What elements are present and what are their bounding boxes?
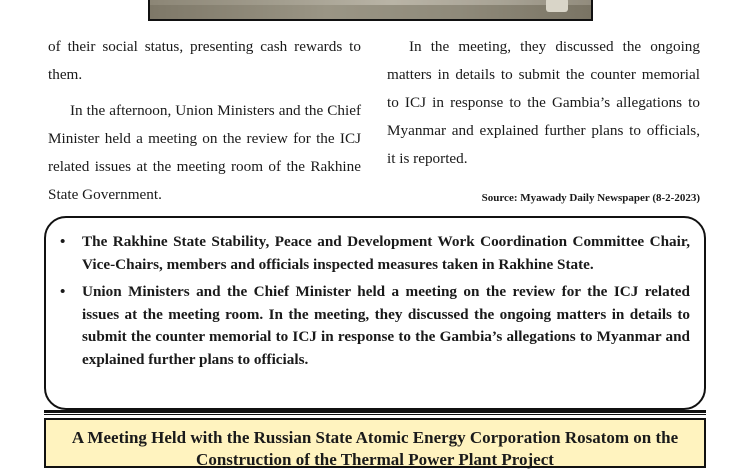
source-citation: Source: Myawady Daily Newspaper (8-2-2023) [481, 192, 700, 204]
article-photo [148, 0, 593, 21]
next-article-headline: A Meeting Held with the Russian State Atomic Energy Corporation Rosatom on the Construction of the Thermal Power Plant Project [44, 418, 706, 468]
left-column-paragraph: In the afternoon, Union Ministers and the Chief Minister held a meeting on the review for the ICJ related issues at the meeting room of the Rakhine State Government. [48, 102, 361, 203]
bullet-icon: • [60, 283, 66, 300]
section-divider [44, 410, 706, 413]
summary-list [60, 231, 690, 371]
right-column-paragraph: In the meeting, they discussed the ongoing matters in details to submit the counter memorial to ICJ in response to the Gambia’s allegations to Myanmar and explained further plans to officials, it is reported. [387, 38, 700, 167]
summary-item [60, 231, 690, 276]
summary-item [60, 281, 690, 371]
photo-detail [546, 0, 568, 12]
section-divider [44, 414, 706, 415]
summary-item-text: Union Ministers and the Chief Minister held a meeting on the review for the ICJ related issues at the meeting room. In the meeting, they discussed the ongoing matters in details to submit the counter memorial to ICJ in response to the Gambia’s allegations to Myanmar and explained further plans to officials. [82, 283, 690, 368]
summary-item-text: The Rakhine State Stability, Peace and Development Work Coordination Committee Chair, Vice-Chairs, members and officials inspected measures taken in Rakhine State. [82, 233, 690, 273]
summary-box [44, 216, 706, 410]
right-column [387, 33, 700, 173]
left-column [48, 33, 361, 209]
left-column-paragraph: of their social status, presenting cash rewards to them. [48, 38, 361, 83]
bullet-icon: • [60, 233, 66, 250]
photo-floor [150, 5, 591, 19]
